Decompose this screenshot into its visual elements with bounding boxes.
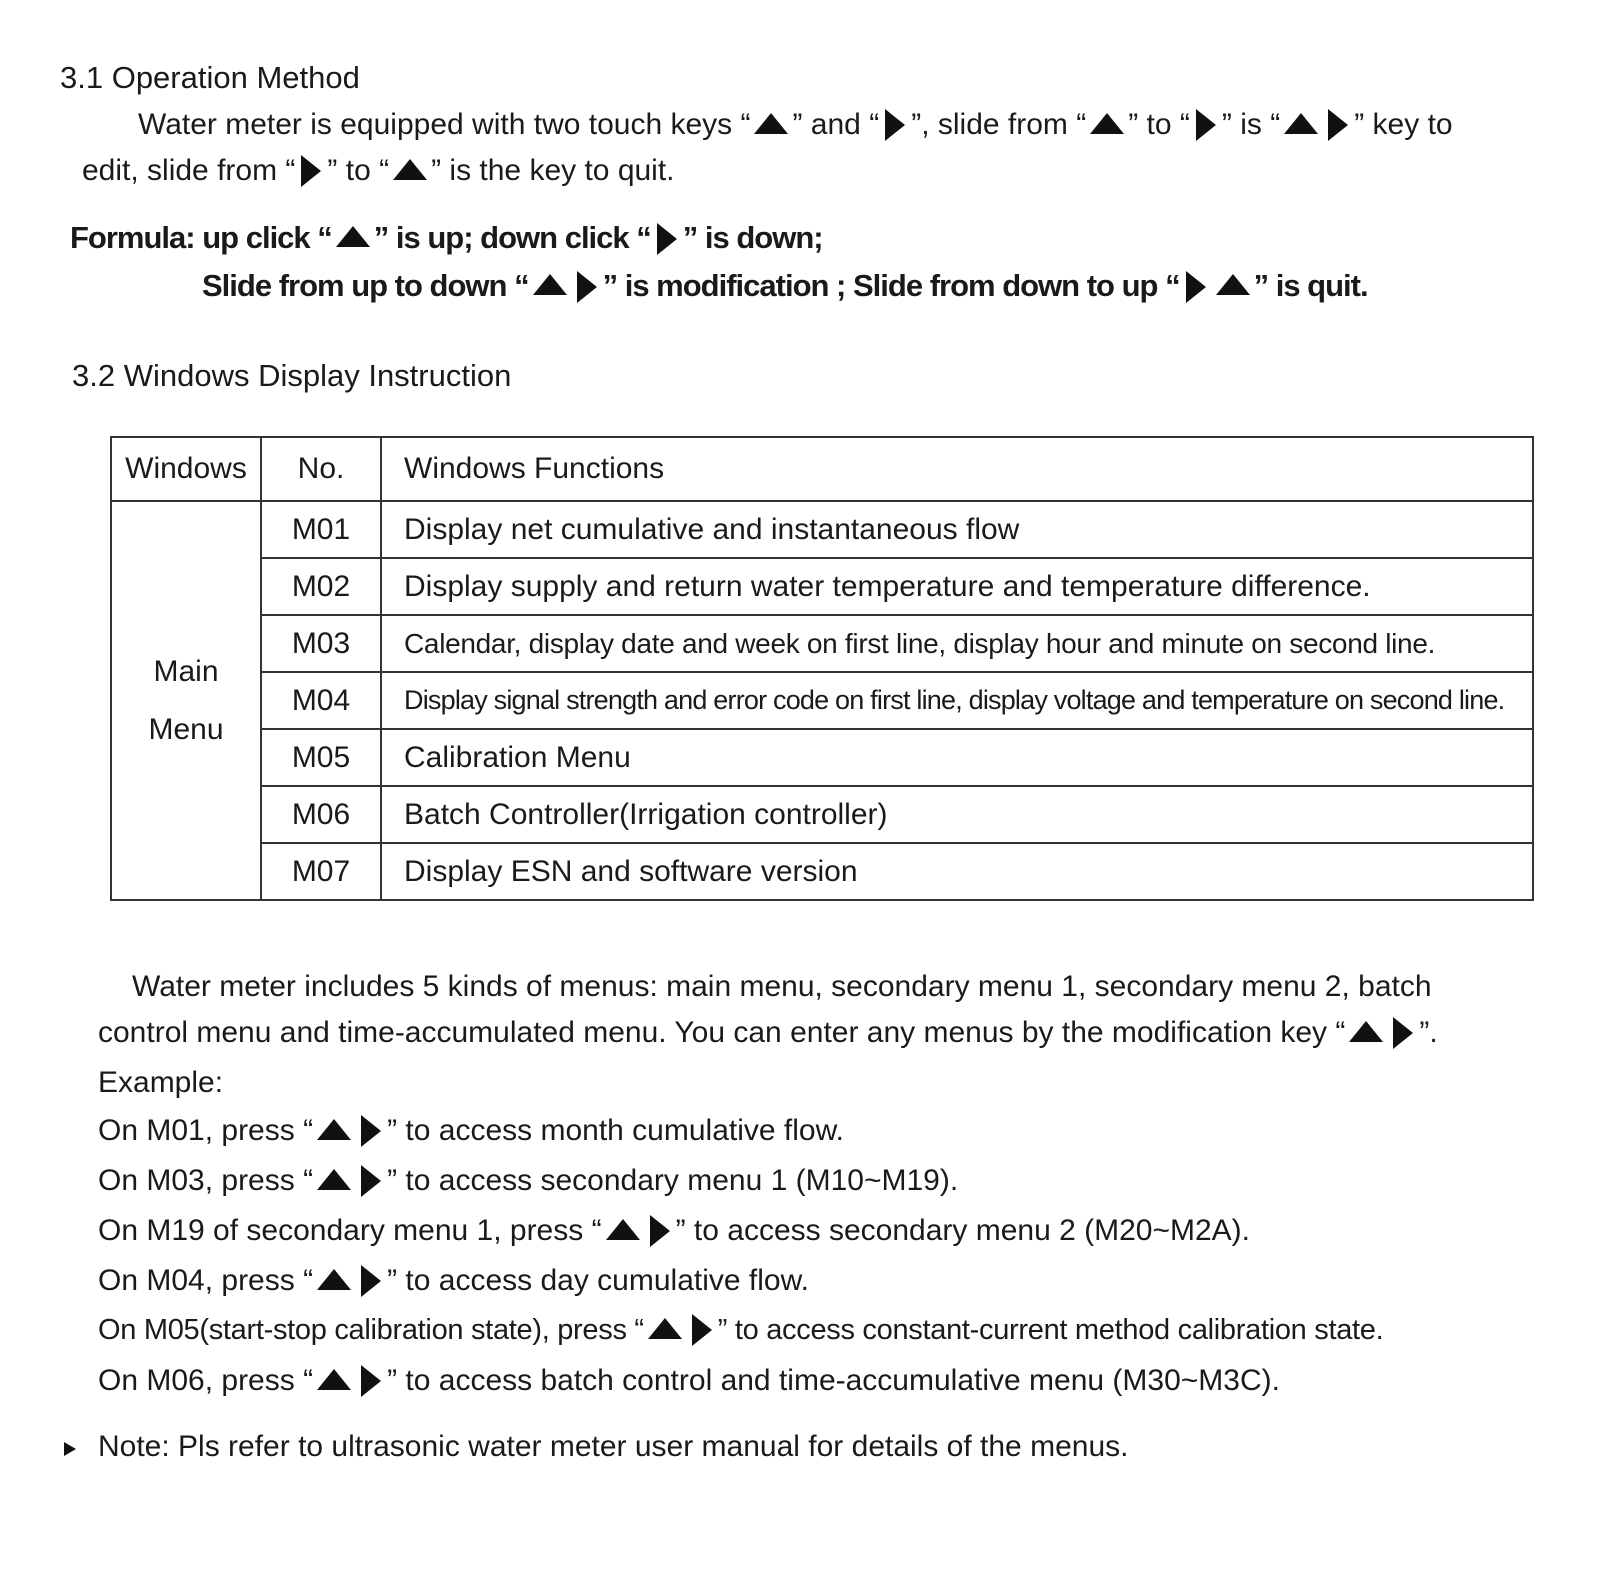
table-row xyxy=(111,501,1533,558)
right-key-icon xyxy=(301,155,321,187)
formula-line1 xyxy=(70,220,823,257)
up-key-icon xyxy=(1090,113,1124,134)
right-key-icon xyxy=(885,109,905,141)
windows-table xyxy=(110,436,1534,901)
text-span: ”. xyxy=(1419,1016,1438,1049)
group-main-menu xyxy=(111,501,261,900)
row-no: M05 xyxy=(261,729,381,786)
operation-paragraph-line1 xyxy=(138,108,1453,143)
formula-line2 xyxy=(202,268,1368,305)
text-span: ” is the key to quit. xyxy=(431,154,675,187)
row-no: M02 xyxy=(261,558,381,615)
text-span: ” and “ xyxy=(792,108,880,141)
row-no: M01 xyxy=(261,501,381,558)
example-line xyxy=(98,1314,1383,1348)
table-row xyxy=(111,729,1533,786)
text-span: ” to access day cumulative flow. xyxy=(387,1264,809,1297)
text-span: ” to “ xyxy=(327,154,390,187)
text-span: ” to access secondary menu 2 (M20~M2A). xyxy=(675,1214,1250,1247)
right-key-icon xyxy=(692,1314,712,1346)
right-key-icon xyxy=(1186,271,1206,303)
right-key-icon xyxy=(361,1165,381,1197)
text-span: ” to access batch control and time-accumulative menu (M30~M3C). xyxy=(387,1364,1280,1397)
note-text: Note: Pls refer to ultrasonic water meter user manual for details of the menus. xyxy=(98,1430,1129,1463)
row-no: M06 xyxy=(261,786,381,843)
row-no: M07 xyxy=(261,843,381,900)
up-key-icon xyxy=(317,1119,351,1140)
row-function: Calendar, display date and week on first line, display hour and minute on second line. xyxy=(381,615,1533,672)
row-function: Display ESN and software version xyxy=(381,843,1533,900)
text-span: ” is “ xyxy=(1221,108,1281,141)
example-line xyxy=(98,1264,809,1299)
text-span: Water meter is equipped with two touch keys “ xyxy=(138,108,751,141)
table-row xyxy=(111,558,1533,615)
right-key-icon xyxy=(650,1215,670,1247)
text-span: On M04, press “ xyxy=(98,1264,314,1297)
row-function: Display supply and return water temperature and temperature difference. xyxy=(381,558,1533,615)
up-key-icon xyxy=(336,226,370,247)
right-key-icon xyxy=(657,223,677,255)
up-key-icon xyxy=(754,113,788,134)
up-key-icon xyxy=(393,159,427,180)
text-span: ” to “ xyxy=(1128,108,1190,141)
group-label-line1: Main xyxy=(153,654,219,688)
menus-intro-line1: Water meter includes 5 kinds of menus: main menu, secondary menu 1, secondary menu 2, batch xyxy=(132,970,1432,1003)
text-span: Slide from up to down “ xyxy=(202,268,529,303)
example-label: Example: xyxy=(98,1066,224,1099)
example-line xyxy=(98,1164,958,1199)
row-no: M04 xyxy=(261,672,381,729)
up-key-icon xyxy=(648,1318,682,1339)
text-span: ” is up; down click “ xyxy=(373,220,651,255)
text-span: control menu and time-accumulated menu. You can enter any menus by the modification key “ xyxy=(98,1016,1346,1049)
up-key-icon xyxy=(317,1169,351,1190)
table-row xyxy=(111,672,1533,729)
text-span: ” is quit. xyxy=(1253,268,1368,303)
section-3-2-title: 3.2 Windows Display Instruction xyxy=(72,358,512,393)
right-key-icon xyxy=(1328,109,1348,141)
group-label-line2: Menu xyxy=(148,712,224,746)
row-function: Calibration Menu xyxy=(381,729,1533,786)
up-key-icon xyxy=(606,1219,640,1240)
up-key-icon xyxy=(1284,113,1318,134)
right-key-icon xyxy=(1196,109,1216,141)
right-key-icon xyxy=(577,271,597,303)
example-line xyxy=(98,1114,844,1149)
text-span: ” to access constant-current method calibration state. xyxy=(717,1314,1384,1346)
header-no: No. xyxy=(261,437,381,501)
up-key-icon xyxy=(533,274,567,295)
text-span: On M01, press “ xyxy=(98,1114,314,1147)
up-key-icon xyxy=(317,1369,351,1390)
up-key-icon xyxy=(1349,1021,1383,1042)
row-function: Batch Controller(Irrigation controller) xyxy=(381,786,1533,843)
up-key-icon xyxy=(1216,274,1250,295)
table-row xyxy=(111,786,1533,843)
text-span: On M03, press “ xyxy=(98,1164,314,1197)
row-no: M03 xyxy=(261,615,381,672)
right-key-icon xyxy=(361,1115,381,1147)
text-span: ” is modification ; Slide from down to up “ xyxy=(602,268,1180,303)
text-span: ” to access month cumulative flow. xyxy=(387,1114,844,1147)
header-functions: Windows Functions xyxy=(381,437,1533,501)
section-3-1-title: 3.1 Operation Method xyxy=(60,60,360,95)
operation-paragraph-line2 xyxy=(82,154,675,189)
text-span: On M19 of secondary menu 1, press “ xyxy=(98,1214,602,1247)
header-windows: Windows xyxy=(111,437,261,501)
table-row xyxy=(111,843,1533,900)
row-function: Display net cumulative and instantaneous flow xyxy=(381,501,1533,558)
text-span: ”, slide from “ xyxy=(911,108,1087,141)
text-span: ” is down; xyxy=(682,220,823,255)
text-span: Formula: up click “ xyxy=(70,220,332,255)
right-key-icon xyxy=(361,1265,381,1297)
row-function: Display signal strength and error code on first line, display voltage and temperature on second line. xyxy=(381,672,1533,729)
text-span: edit, slide from “ xyxy=(82,154,296,187)
table-row xyxy=(111,615,1533,672)
text-span: On M05(start-stop calibration state), press “ xyxy=(98,1314,644,1346)
right-key-icon xyxy=(361,1365,381,1397)
right-key-icon xyxy=(1393,1017,1413,1049)
text-span: ” key to xyxy=(1354,108,1453,141)
example-line xyxy=(98,1214,1250,1249)
text-span: ” to access secondary menu 1 (M10~M19). xyxy=(387,1164,959,1197)
note-bullet-icon xyxy=(64,1442,76,1461)
example-line xyxy=(98,1364,1280,1399)
up-key-icon xyxy=(317,1269,351,1290)
table-header-row xyxy=(111,437,1533,501)
menus-intro-line2 xyxy=(98,1016,1438,1051)
text-span: On M06, press “ xyxy=(98,1364,314,1397)
